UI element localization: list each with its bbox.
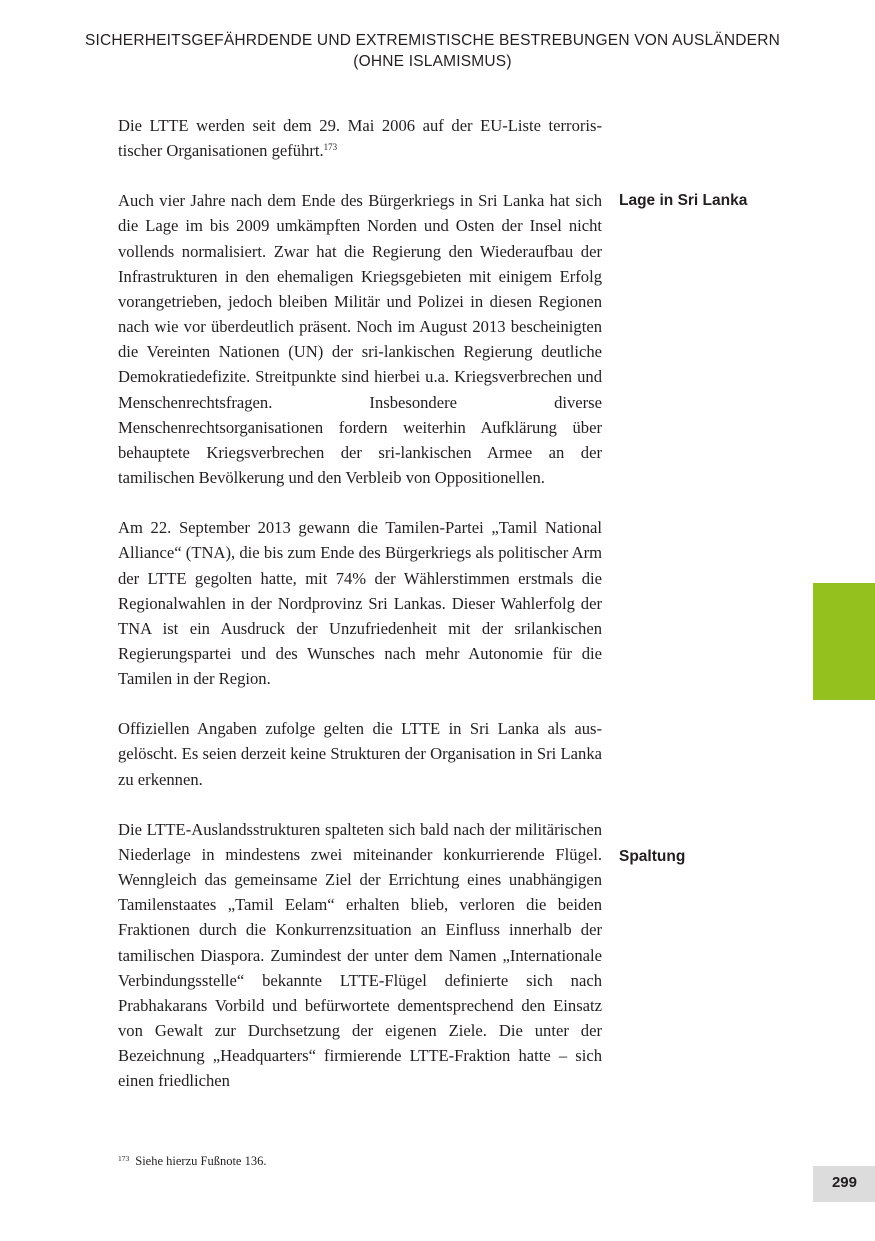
running-header-line-2: (OHNE ISLAMISMUS) (353, 53, 512, 70)
paragraph-situation-sri-lanka: Auch vier Jahre nach dem Ende des Bürgerkriegs in Sri Lanka hat sich die Lage im bis 2009 umkämpften Norden und Osten der Insel nicht vollends normalisiert. Zwar hat die Regierung den Wiederaufbau der Infrastrukturen in den ehemaligen Kriegsgebieten mit einigem Erfolg vorangetrieben, jedoch bleiben Militär und Polizei in diesen Regionen nach wie vor überdeutlich präsent. Noch im August 2013 bescheinigten die Vereinten Nationen (UN) der sri-lankischen Regierung deutliche Demokratiedefizite. Streitpunkte sind hierbei u.a. Kriegsverbrechen und Menschenrechtsfragen. Insbesondere diverse Menschenrechtsorganisationen fordern weiterhin Aufklärung über behauptete Kriegsverbrechen der sri-lankischen Armee an der tamilischen Bevölkerung und den Verbleib von Oppositionellen. (118, 191, 602, 488)
paragraph-official-statements: Offiziellen Angaben zufolge gelten die LTTE in Sri Lanka als ausgelöscht. Es seien derzeit keine Strukturen der Organisation in Sri Lanka zu erkennen. (118, 719, 602, 789)
running-header (60, 30, 805, 72)
footnote-reference[interactable]: 173 (323, 142, 338, 153)
footnote-text: Siehe hierzu Fußnote 136. (135, 1154, 267, 1168)
paragraph-tna-election: Am 22. September 2013 gewann die Tamilen-Partei „Tamil National Alliance“ (TNA), die bis zum Ende des Bürgerkriegs als politischer Arm der LTTE gegolten hatte, mit 74% der Wählerstimmen erstmals die Regionalwahlen in der Nordprovinz Sri Lankas. Dieser Wahlerfolg der TNA ist ein Ausdruck der Unzufriedenheit mit der srilankischen Regierungspartei und des Wunsches nach mehr Autonomie für die Tamilen in der Region. (118, 518, 602, 689)
footnote-number: 173 (118, 1154, 130, 1163)
running-header-line-1: SICHERHEITSGEFÄHRDENDE UND EXTREMISTISCHE BESTREBUNGEN VON AUSLÄNDERN (84, 32, 781, 49)
main-text-column (118, 113, 602, 1118)
chapter-tab-marker (813, 583, 875, 700)
footnote (118, 1154, 266, 1169)
margin-note-spaltung: Spaltung (619, 848, 686, 865)
paragraph-eu-list (118, 113, 602, 163)
paragraph-eu-list-text: Die LTTE werden seit dem 29. Mai 2006 auf der EU-Liste terroristischer Organisationen geführt. (118, 116, 602, 161)
paragraph-split: Die LTTE-Auslandsstrukturen spalteten sich bald nach der militärischen Niederlage in mindestens zwei miteinander konkurrierende Flügel. Wenngleich das gemeinsame Ziel der Errichtung eines unabhängigen Tamilenstaates „Tamil Eelam“ erhalten blieb, verloren die beiden Fraktionen durch die Konkurrenzsituation an Einfluss innerhalb der tamilischen Diaspora. Zumindest der unter dem Namen „Internationale Verbindungsstelle“ bekannte LTTE-Flügel definierte sich nach Prabhakarans Vorbild und befürwortete dementsprechend den Einsatz von Gewalt zur Durchsetzung der eigenen Ziele. Die unter der Bezeichnung „Headquarters“ firmierende LTTE-Fraktion hatte – sich einen friedlichen (118, 819, 602, 1091)
page-number-box (813, 1166, 875, 1202)
page-number: 299 (831, 1174, 857, 1191)
margin-note-lage-in-sri-lanka: Lage in Sri Lanka (619, 192, 748, 209)
